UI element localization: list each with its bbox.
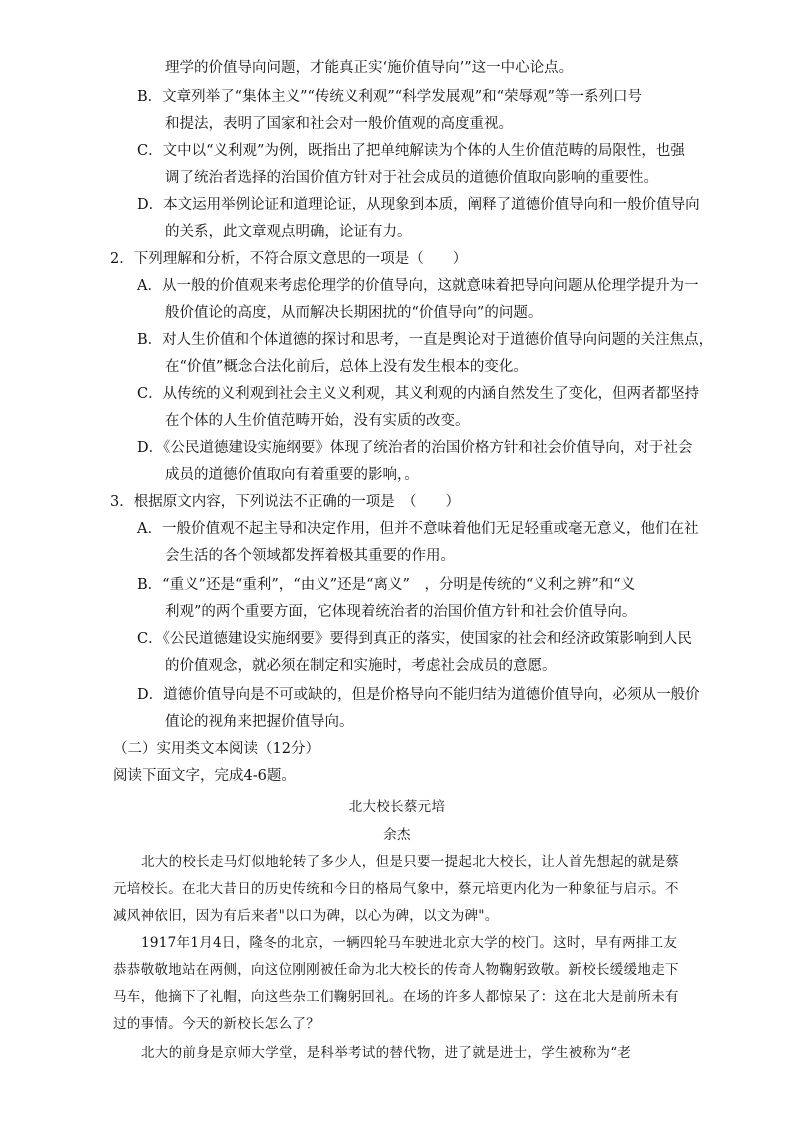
article-paragraph-2-line-2: 恭恭敬敬地站在两侧，向这位刚刚被任命为北大校长的传奇人物鞠躬致敬。新校长缓缓地走下 [113,962,679,978]
q1-option-d-continued: 的关系，此文章观点明确，论证有力。 [165,224,412,240]
q3-option-d: D．道德价值导向是不可或缺的，但是价格导向不能归结为道德价值导向，必须从一般价 [137,687,700,703]
q2-option-a-continued: 般价值论的高度，从而解决长期困扰的“价值导向”的问题。 [165,305,543,321]
q1-option-b-continued: 和提法，表明了国家和社会对一般价值观的高度重视。 [165,116,513,132]
q3-option-c-continued: 的价值观念，就必须在制定和实施时，考虑社会成员的意愿。 [165,658,557,674]
q1-option-c-continued: 调了统治者选择的治国价值方针对于社会成员的道德价值取向影响的重要性。 [165,170,658,186]
q3-option-b-continued: 利观”的两个重要方面，它体现着统治者的治国价值方针和社会价值导向。 [165,604,637,620]
section-heading: （二）实用类文本阅读（12分） [113,741,320,757]
article-paragraph-2-line-3: 马车，他摘下了礼帽，向这些杂工们鞠躬回礼。在场的许多人都惊呆了：这在北大是前所未有 [113,989,679,1005]
q3-option-a: A．一般价值观不起主导和决定作用，但并不意味着他们无足轻重或毫无意义，他们在社 [137,521,699,537]
q2-option-c: C．从传统的义利观到社会主义义利观，其义利观的内涵自然发生了变化，但两者都坚持 [137,386,700,402]
q2-option-d: D．《公民道德建设实施纲要》体现了统治者的治国价格方针和社会价值导向，对于社会 [137,440,693,456]
article-title: 北大校长蔡元培 [348,799,446,815]
q1-option-a-continued: 理学的价值导向问题，才能真正实‘施价值导向’”这一中心论点。 [165,60,574,76]
section-instruction: 阅读下面文字，完成4-6题。 [113,768,296,784]
article-paragraph-1-line-3: 减风神依旧，因为有后来者"以口为碑，以心为碑，以文为碑"。 [113,908,499,924]
q3-option-b: B．“重义”还是“重利”，“由义”还是“离义” ，分明是传统的“义利之辨”和“义 [137,577,636,593]
q2-option-d-continued: 成员的道德价值取向有着重要的影响，。 [165,467,419,483]
q2-option-c-continued: 在个体的人生价值范畴开始，没有实质的改变。 [165,413,470,429]
q1-option-d: D．本文运用举例论证和道理论证，从现象到本质，阐释了道德价值导向和一般价值导向 [137,197,700,213]
q2-stem: 2．下列理解和分析，不符合原文意思的一项是（ ） [110,251,468,267]
q2-option-a: A．从一般的价值观来考虑伦理学的价值导向，这就意味着把导向问题从伦理学提升为一 [137,278,699,294]
q2-option-b-continued: 在“价值”概念合法化前后，总体上没有发生根本的变化。 [165,359,528,375]
q2-option-b: B．对人生价值和个体道德的探讨和思考，一直是舆论对于道德价值导向问题的关注焦点， [137,332,714,348]
article-author: 余杰 [383,827,411,843]
article-paragraph-2-line-4: 过的事情。今天的新校长怎么了？ [113,1016,320,1032]
q1-option-b: B．文章列举了“集体主义”“传统义利观”“科学发展观”和“荣辱观”等一系列口号 [137,89,642,105]
article-paragraph-2-line-1: 1917年1月4日，隆冬的北京，一辆四轮马车驶进北京大学的校门。这时，早有两排工友 [141,935,678,951]
q3-stem: 3．根据原文内容，下列说法不正确的一项是 （ ） [110,494,460,510]
article-paragraph-3-line-1: 北大的前身是京师大学堂，是科举考试的替代物，进了就是进士，学生被称为“老 [141,1045,632,1061]
article-paragraph-1-line-2: 元培校长。在北大昔日的历史传统和今日的格局气象中，蔡元培更内化为一种象征与启示。不 [113,881,679,897]
article-paragraph-1-line-1: 北大的校长走马灯似地轮转了多少人，但是只要一提起北大校长，让人首先想起的就是蔡 [141,854,680,870]
q1-option-c: C．文中以“义利观”为例，既指出了把单纯解读为个体的人生价值范畴的局限性，也强 [137,143,685,159]
q3-option-c: C．《公民道德建设实施纲要》要得到真正的落实，使国家的社会和经济政策影响到人民 [137,631,692,647]
q3-option-a-continued: 会生活的各个领域都发挥着极其重要的作用。 [165,548,455,564]
q3-option-d-continued: 值论的视角来把握价值导向。 [165,714,354,730]
